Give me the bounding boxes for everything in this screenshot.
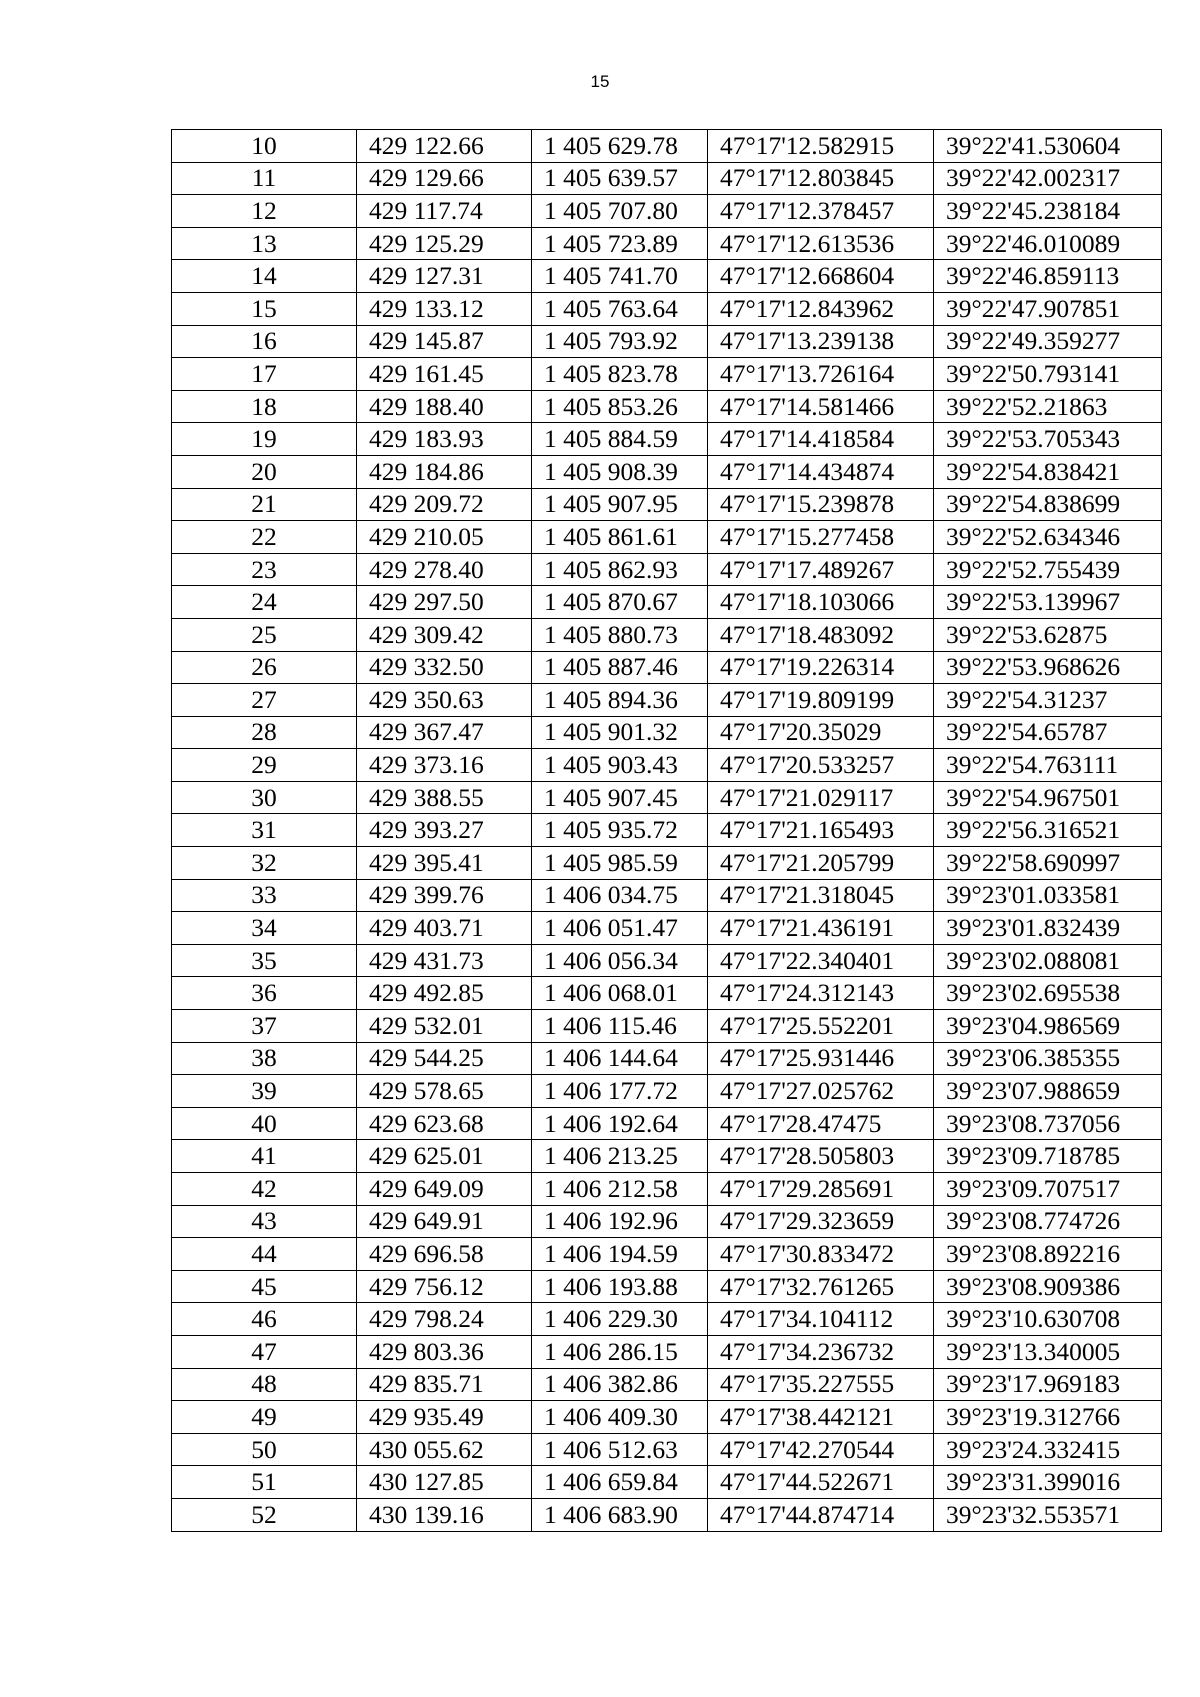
point-number-cell: 37 — [172, 1010, 357, 1043]
table-row — [172, 553, 1162, 586]
y-coordinate-cell: 1 406 213.25 — [532, 1140, 708, 1173]
table-row — [172, 292, 1162, 325]
longitude-cell: 39°23'08.909386 — [934, 1270, 1162, 1303]
latitude-cell: 47°17'12.843962 — [708, 292, 934, 325]
table-row — [172, 944, 1162, 977]
point-number-cell: 17 — [172, 358, 357, 391]
latitude-cell: 47°17'14.418584 — [708, 423, 934, 456]
x-coordinate-cell: 429 210.05 — [357, 521, 532, 554]
point-number-cell: 52 — [172, 1498, 357, 1531]
x-coordinate-cell: 429 649.91 — [357, 1205, 532, 1238]
table-row — [172, 1010, 1162, 1043]
x-coordinate-cell: 429 649.09 — [357, 1173, 532, 1206]
point-number-cell: 13 — [172, 227, 357, 260]
latitude-cell: 47°17'13.726164 — [708, 358, 934, 391]
table-row — [172, 684, 1162, 717]
page-number: 15 — [590, 72, 610, 91]
y-coordinate-cell: 1 405 823.78 — [532, 358, 708, 391]
x-coordinate-cell: 430 139.16 — [357, 1498, 532, 1531]
y-coordinate-cell: 1 406 382.86 — [532, 1368, 708, 1401]
latitude-cell: 47°17'20.35029 — [708, 716, 934, 749]
y-coordinate-cell: 1 405 793.92 — [532, 325, 708, 358]
longitude-cell: 39°22'52.634346 — [934, 521, 1162, 554]
table-row — [172, 716, 1162, 749]
point-number-cell: 36 — [172, 977, 357, 1010]
table-row — [172, 814, 1162, 847]
table-row — [172, 1205, 1162, 1238]
table-row — [172, 586, 1162, 619]
table-row — [172, 195, 1162, 228]
point-number-cell: 44 — [172, 1238, 357, 1271]
table-row — [172, 1140, 1162, 1173]
x-coordinate-cell: 429 388.55 — [357, 781, 532, 814]
table-row — [172, 847, 1162, 880]
x-coordinate-cell: 429 835.71 — [357, 1368, 532, 1401]
latitude-cell: 47°17'27.025762 — [708, 1075, 934, 1108]
point-number-cell: 48 — [172, 1368, 357, 1401]
point-number-cell: 32 — [172, 847, 357, 880]
latitude-cell: 47°17'22.340401 — [708, 944, 934, 977]
y-coordinate-cell: 1 405 894.36 — [532, 684, 708, 717]
x-coordinate-cell: 429 188.40 — [357, 390, 532, 423]
point-number-cell: 18 — [172, 390, 357, 423]
latitude-cell: 47°17'30.833472 — [708, 1238, 934, 1271]
point-number-cell: 27 — [172, 684, 357, 717]
longitude-cell: 39°23'04.986569 — [934, 1010, 1162, 1043]
y-coordinate-cell: 1 405 639.57 — [532, 162, 708, 195]
longitude-cell: 39°23'32.553571 — [934, 1498, 1162, 1531]
longitude-cell: 39°22'53.968626 — [934, 651, 1162, 684]
latitude-cell: 47°17'15.277458 — [708, 521, 934, 554]
longitude-cell: 39°23'17.969183 — [934, 1368, 1162, 1401]
x-coordinate-cell: 429 209.72 — [357, 488, 532, 521]
latitude-cell: 47°17'14.581466 — [708, 390, 934, 423]
latitude-cell: 47°17'13.239138 — [708, 325, 934, 358]
x-coordinate-cell: 430 127.85 — [357, 1466, 532, 1499]
longitude-cell: 39°22'47.907851 — [934, 292, 1162, 325]
table-row — [172, 618, 1162, 651]
y-coordinate-cell: 1 405 887.46 — [532, 651, 708, 684]
table-row — [172, 390, 1162, 423]
latitude-cell: 47°17'12.378457 — [708, 195, 934, 228]
latitude-cell: 47°17'12.668604 — [708, 260, 934, 293]
latitude-cell: 47°17'17.489267 — [708, 553, 934, 586]
latitude-cell: 47°17'21.165493 — [708, 814, 934, 847]
table-row — [172, 488, 1162, 521]
latitude-cell: 47°17'21.436191 — [708, 912, 934, 945]
x-coordinate-cell: 429 184.86 — [357, 455, 532, 488]
longitude-cell: 39°23'10.630708 — [934, 1303, 1162, 1336]
coordinates-table — [171, 129, 1162, 1532]
x-coordinate-cell: 429 935.49 — [357, 1401, 532, 1434]
y-coordinate-cell: 1 406 683.90 — [532, 1498, 708, 1531]
x-coordinate-cell: 429 309.42 — [357, 618, 532, 651]
longitude-cell: 39°22'53.62875 — [934, 618, 1162, 651]
point-number-cell: 41 — [172, 1140, 357, 1173]
x-coordinate-cell: 429 145.87 — [357, 325, 532, 358]
latitude-cell: 47°17'28.47475 — [708, 1107, 934, 1140]
table-row — [172, 423, 1162, 456]
y-coordinate-cell: 1 406 144.64 — [532, 1042, 708, 1075]
latitude-cell: 47°17'12.582915 — [708, 130, 934, 163]
point-number-cell: 26 — [172, 651, 357, 684]
x-coordinate-cell: 429 122.66 — [357, 130, 532, 163]
latitude-cell: 47°17'21.205799 — [708, 847, 934, 880]
x-coordinate-cell: 429 532.01 — [357, 1010, 532, 1043]
x-coordinate-cell: 429 125.29 — [357, 227, 532, 260]
latitude-cell: 47°17'34.236732 — [708, 1335, 934, 1368]
longitude-cell: 39°22'54.65787 — [934, 716, 1162, 749]
point-number-cell: 29 — [172, 749, 357, 782]
table-row — [172, 1173, 1162, 1206]
y-coordinate-cell: 1 406 212.58 — [532, 1173, 708, 1206]
y-coordinate-cell: 1 406 512.63 — [532, 1433, 708, 1466]
longitude-cell: 39°22'56.316521 — [934, 814, 1162, 847]
y-coordinate-cell: 1 406 177.72 — [532, 1075, 708, 1108]
y-coordinate-cell: 1 405 908.39 — [532, 455, 708, 488]
latitude-cell: 47°17'21.029117 — [708, 781, 934, 814]
point-number-cell: 14 — [172, 260, 357, 293]
y-coordinate-cell: 1 405 862.93 — [532, 553, 708, 586]
y-coordinate-cell: 1 406 192.64 — [532, 1107, 708, 1140]
y-coordinate-cell: 1 406 659.84 — [532, 1466, 708, 1499]
table-row — [172, 1107, 1162, 1140]
x-coordinate-cell: 429 431.73 — [357, 944, 532, 977]
y-coordinate-cell: 1 406 409.30 — [532, 1401, 708, 1434]
longitude-cell: 39°23'08.774726 — [934, 1205, 1162, 1238]
latitude-cell: 47°17'29.323659 — [708, 1205, 934, 1238]
latitude-cell: 47°17'42.270544 — [708, 1433, 934, 1466]
longitude-cell: 39°23'09.707517 — [934, 1173, 1162, 1206]
longitude-cell: 39°22'53.705343 — [934, 423, 1162, 456]
point-number-cell: 24 — [172, 586, 357, 619]
y-coordinate-cell: 1 406 056.34 — [532, 944, 708, 977]
point-number-cell: 16 — [172, 325, 357, 358]
point-number-cell: 21 — [172, 488, 357, 521]
table-row — [172, 227, 1162, 260]
latitude-cell: 47°17'18.483092 — [708, 618, 934, 651]
x-coordinate-cell: 429 350.63 — [357, 684, 532, 717]
latitude-cell: 47°17'12.803845 — [708, 162, 934, 195]
latitude-cell: 47°17'44.874714 — [708, 1498, 934, 1531]
table-row — [172, 1335, 1162, 1368]
longitude-cell: 39°22'54.838421 — [934, 455, 1162, 488]
x-coordinate-cell: 429 403.71 — [357, 912, 532, 945]
y-coordinate-cell: 1 405 853.26 — [532, 390, 708, 423]
table-row — [172, 1075, 1162, 1108]
point-number-cell: 10 — [172, 130, 357, 163]
longitude-cell: 39°22'50.793141 — [934, 358, 1162, 391]
latitude-cell: 47°17'34.104112 — [708, 1303, 934, 1336]
longitude-cell: 39°22'49.359277 — [934, 325, 1162, 358]
latitude-cell: 47°17'15.239878 — [708, 488, 934, 521]
longitude-cell: 39°22'41.530604 — [934, 130, 1162, 163]
point-number-cell: 35 — [172, 944, 357, 977]
y-coordinate-cell: 1 406 115.46 — [532, 1010, 708, 1043]
point-number-cell: 23 — [172, 553, 357, 586]
longitude-cell: 39°23'13.340005 — [934, 1335, 1162, 1368]
latitude-cell: 47°17'32.761265 — [708, 1270, 934, 1303]
longitude-cell: 39°22'54.967501 — [934, 781, 1162, 814]
longitude-cell: 39°22'52.21863 — [934, 390, 1162, 423]
x-coordinate-cell: 429 367.47 — [357, 716, 532, 749]
y-coordinate-cell: 1 406 192.96 — [532, 1205, 708, 1238]
x-coordinate-cell: 429 332.50 — [357, 651, 532, 684]
longitude-cell: 39°22'54.31237 — [934, 684, 1162, 717]
point-number-cell: 33 — [172, 879, 357, 912]
y-coordinate-cell: 1 405 901.32 — [532, 716, 708, 749]
table-row — [172, 162, 1162, 195]
latitude-cell: 47°17'38.442121 — [708, 1401, 934, 1434]
point-number-cell: 46 — [172, 1303, 357, 1336]
point-number-cell: 42 — [172, 1173, 357, 1206]
longitude-cell: 39°23'01.832439 — [934, 912, 1162, 945]
point-number-cell: 34 — [172, 912, 357, 945]
longitude-cell: 39°23'06.385355 — [934, 1042, 1162, 1075]
longitude-cell: 39°23'07.988659 — [934, 1075, 1162, 1108]
latitude-cell: 47°17'44.522671 — [708, 1466, 934, 1499]
point-number-cell: 20 — [172, 455, 357, 488]
y-coordinate-cell: 1 406 193.88 — [532, 1270, 708, 1303]
y-coordinate-cell: 1 405 707.80 — [532, 195, 708, 228]
y-coordinate-cell: 1 405 880.73 — [532, 618, 708, 651]
longitude-cell: 39°22'45.238184 — [934, 195, 1162, 228]
longitude-cell: 39°23'02.695538 — [934, 977, 1162, 1010]
longitude-cell: 39°23'08.737056 — [934, 1107, 1162, 1140]
table-row — [172, 1368, 1162, 1401]
latitude-cell: 47°17'18.103066 — [708, 586, 934, 619]
table-row — [172, 521, 1162, 554]
x-coordinate-cell: 429 133.12 — [357, 292, 532, 325]
longitude-cell: 39°22'42.002317 — [934, 162, 1162, 195]
longitude-cell: 39°22'46.010089 — [934, 227, 1162, 260]
point-number-cell: 50 — [172, 1433, 357, 1466]
point-number-cell: 25 — [172, 618, 357, 651]
longitude-cell: 39°22'58.690997 — [934, 847, 1162, 880]
coordinates-table-body — [172, 130, 1162, 1532]
point-number-cell: 11 — [172, 162, 357, 195]
latitude-cell: 47°17'25.552201 — [708, 1010, 934, 1043]
longitude-cell: 39°22'53.139967 — [934, 586, 1162, 619]
table-row — [172, 1270, 1162, 1303]
x-coordinate-cell: 429 578.65 — [357, 1075, 532, 1108]
point-number-cell: 51 — [172, 1466, 357, 1499]
y-coordinate-cell: 1 405 741.70 — [532, 260, 708, 293]
point-number-cell: 49 — [172, 1401, 357, 1434]
x-coordinate-cell: 429 117.74 — [357, 195, 532, 228]
point-number-cell: 39 — [172, 1075, 357, 1108]
latitude-cell: 47°17'25.931446 — [708, 1042, 934, 1075]
y-coordinate-cell: 1 406 194.59 — [532, 1238, 708, 1271]
longitude-cell: 39°23'19.312766 — [934, 1401, 1162, 1434]
y-coordinate-cell: 1 405 903.43 — [532, 749, 708, 782]
table-row — [172, 781, 1162, 814]
table-row — [172, 358, 1162, 391]
y-coordinate-cell: 1 405 723.89 — [532, 227, 708, 260]
table-row — [172, 260, 1162, 293]
table-row — [172, 455, 1162, 488]
x-coordinate-cell: 429 399.76 — [357, 879, 532, 912]
table-row — [172, 1433, 1162, 1466]
point-number-cell: 28 — [172, 716, 357, 749]
latitude-cell: 47°17'12.613536 — [708, 227, 934, 260]
table-row — [172, 977, 1162, 1010]
table-row — [172, 325, 1162, 358]
y-coordinate-cell: 1 405 884.59 — [532, 423, 708, 456]
latitude-cell: 47°17'19.809199 — [708, 684, 934, 717]
x-coordinate-cell: 429 623.68 — [357, 1107, 532, 1140]
x-coordinate-cell: 429 803.36 — [357, 1335, 532, 1368]
y-coordinate-cell: 1 405 907.45 — [532, 781, 708, 814]
y-coordinate-cell: 1 406 229.30 — [532, 1303, 708, 1336]
point-number-cell: 31 — [172, 814, 357, 847]
longitude-cell: 39°22'54.763111 — [934, 749, 1162, 782]
y-coordinate-cell: 1 406 051.47 — [532, 912, 708, 945]
longitude-cell: 39°22'54.838699 — [934, 488, 1162, 521]
longitude-cell: 39°23'08.892216 — [934, 1238, 1162, 1271]
point-number-cell: 30 — [172, 781, 357, 814]
x-coordinate-cell: 429 756.12 — [357, 1270, 532, 1303]
x-coordinate-cell: 429 492.85 — [357, 977, 532, 1010]
y-coordinate-cell: 1 405 861.61 — [532, 521, 708, 554]
table-row — [172, 1466, 1162, 1499]
latitude-cell: 47°17'29.285691 — [708, 1173, 934, 1206]
latitude-cell: 47°17'21.318045 — [708, 879, 934, 912]
table-row — [172, 749, 1162, 782]
x-coordinate-cell: 429 278.40 — [357, 553, 532, 586]
latitude-cell: 47°17'19.226314 — [708, 651, 934, 684]
x-coordinate-cell: 429 798.24 — [357, 1303, 532, 1336]
x-coordinate-cell: 429 696.58 — [357, 1238, 532, 1271]
table-row — [172, 1042, 1162, 1075]
y-coordinate-cell: 1 405 935.72 — [532, 814, 708, 847]
point-number-cell: 19 — [172, 423, 357, 456]
table-row — [172, 651, 1162, 684]
y-coordinate-cell: 1 405 629.78 — [532, 130, 708, 163]
longitude-cell: 39°23'24.332415 — [934, 1433, 1162, 1466]
y-coordinate-cell: 1 405 763.64 — [532, 292, 708, 325]
x-coordinate-cell: 429 127.31 — [357, 260, 532, 293]
point-number-cell: 45 — [172, 1270, 357, 1303]
point-number-cell: 15 — [172, 292, 357, 325]
latitude-cell: 47°17'28.505803 — [708, 1140, 934, 1173]
y-coordinate-cell: 1 406 034.75 — [532, 879, 708, 912]
point-number-cell: 22 — [172, 521, 357, 554]
x-coordinate-cell: 430 055.62 — [357, 1433, 532, 1466]
table-row — [172, 1498, 1162, 1531]
y-coordinate-cell: 1 405 907.95 — [532, 488, 708, 521]
x-coordinate-cell: 429 373.16 — [357, 749, 532, 782]
y-coordinate-cell: 1 405 870.67 — [532, 586, 708, 619]
x-coordinate-cell: 429 129.66 — [357, 162, 532, 195]
x-coordinate-cell: 429 625.01 — [357, 1140, 532, 1173]
x-coordinate-cell: 429 297.50 — [357, 586, 532, 619]
table-row — [172, 879, 1162, 912]
table-row — [172, 1303, 1162, 1336]
table-row — [172, 1238, 1162, 1271]
longitude-cell: 39°23'02.088081 — [934, 944, 1162, 977]
table-row — [172, 1401, 1162, 1434]
latitude-cell: 47°17'35.227555 — [708, 1368, 934, 1401]
longitude-cell: 39°23'09.718785 — [934, 1140, 1162, 1173]
table-row — [172, 912, 1162, 945]
longitude-cell: 39°22'52.755439 — [934, 553, 1162, 586]
x-coordinate-cell: 429 393.27 — [357, 814, 532, 847]
x-coordinate-cell: 429 544.25 — [357, 1042, 532, 1075]
latitude-cell: 47°17'20.533257 — [708, 749, 934, 782]
longitude-cell: 39°23'01.033581 — [934, 879, 1162, 912]
x-coordinate-cell: 429 161.45 — [357, 358, 532, 391]
point-number-cell: 38 — [172, 1042, 357, 1075]
y-coordinate-cell: 1 405 985.59 — [532, 847, 708, 880]
point-number-cell: 12 — [172, 195, 357, 228]
x-coordinate-cell: 429 395.41 — [357, 847, 532, 880]
latitude-cell: 47°17'14.434874 — [708, 455, 934, 488]
x-coordinate-cell: 429 183.93 — [357, 423, 532, 456]
y-coordinate-cell: 1 406 068.01 — [532, 977, 708, 1010]
y-coordinate-cell: 1 406 286.15 — [532, 1335, 708, 1368]
point-number-cell: 47 — [172, 1335, 357, 1368]
longitude-cell: 39°22'46.859113 — [934, 260, 1162, 293]
point-number-cell: 40 — [172, 1107, 357, 1140]
point-number-cell: 43 — [172, 1205, 357, 1238]
latitude-cell: 47°17'24.312143 — [708, 977, 934, 1010]
table-row — [172, 130, 1162, 163]
longitude-cell: 39°23'31.399016 — [934, 1466, 1162, 1499]
